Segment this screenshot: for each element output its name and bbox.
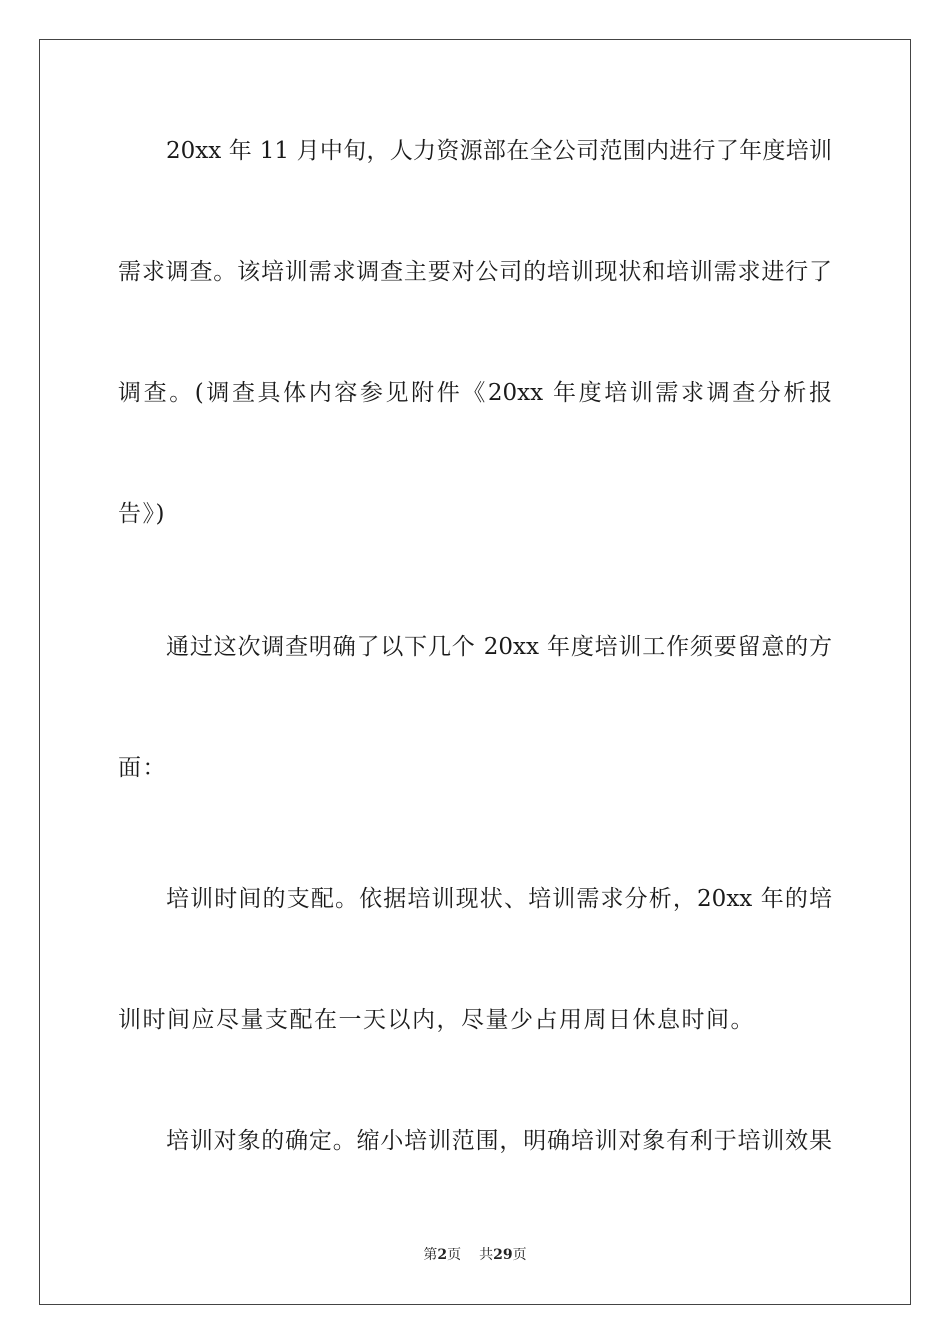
total-prefix: 共	[479, 1247, 494, 1263]
paragraph-line: 通过这次调查明确了以下几个 20xx 年度培训工作须要留意的方	[166, 634, 832, 660]
page-number: 2	[437, 1247, 448, 1263]
paragraph-line: 告》)	[118, 501, 166, 527]
paragraph-line: 训时间应尽量支配在一天以内，尽量少占用周日休息时间。	[118, 1007, 755, 1033]
page-suffix: 页	[447, 1247, 462, 1263]
paragraph-line: 培训对象的确定。缩小培训范围，明确培训对象有利于培训效果	[166, 1128, 832, 1154]
paragraph-line: 调查。(调查具体内容参见附件《20xx 年度培训需求调查分析报	[118, 380, 832, 406]
paragraph-line: 培训时间的支配。依据培训现状、培训需求分析，20xx 年的培	[166, 886, 832, 912]
total-pages: 29	[493, 1247, 513, 1263]
page-prefix: 第	[423, 1247, 438, 1263]
page-border	[39, 39, 911, 1305]
paragraph-line: 需求调查。该培训需求调查主要对公司的培训现状和培训需求进行了	[118, 259, 832, 285]
total-suffix: 页	[512, 1247, 527, 1263]
paragraph-line: 面：	[118, 755, 167, 781]
page-footer	[0, 1246, 950, 1264]
paragraph-line: 20xx 年 11 月中旬，人力资源部在全公司范围内进行了年度培训	[166, 138, 832, 164]
